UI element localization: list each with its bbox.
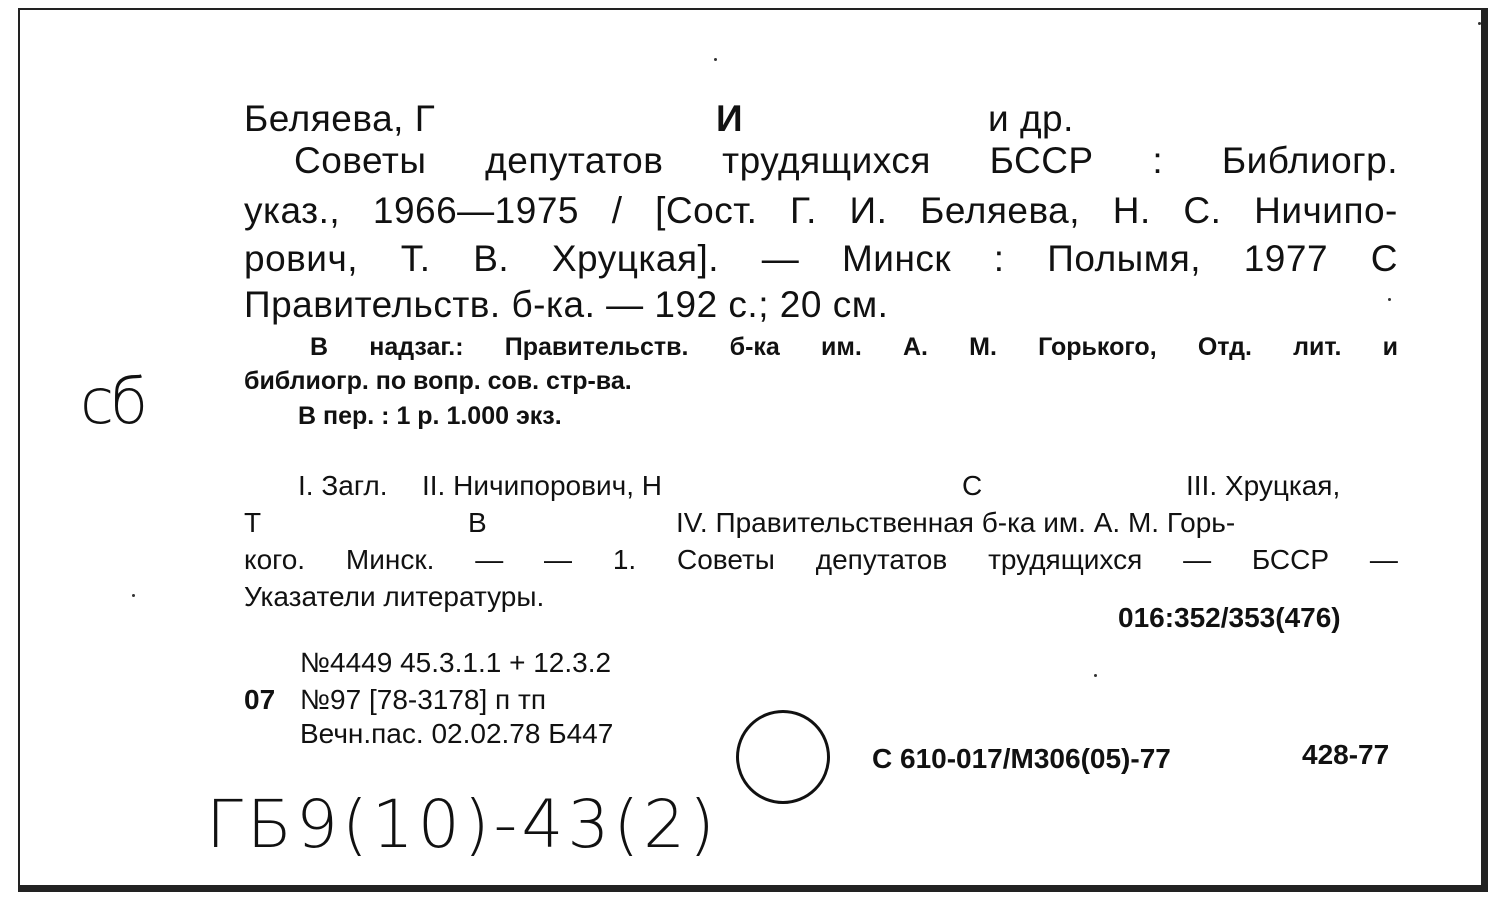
udc-number: 016:352/353(476) <box>1118 602 1341 633</box>
code-line-2-prefix: 07 <box>244 684 276 715</box>
tracing-institution: IV. Правительственная б-ка им. А. М. Горь- <box>676 507 1236 538</box>
stamp-circle <box>736 710 830 804</box>
title-line-4: Правительств. б-ка. — 192 с.; 20 см. <box>244 284 889 325</box>
note-line-2: библиогр. по вопр. сов. стр-ва. <box>244 367 632 395</box>
title-line-2: указ., 1966—1975 / [Сост. Г. И. Беляева, Н. С. Ничипо- <box>244 190 1398 231</box>
catalog-card <box>18 8 1488 892</box>
dust-speck <box>714 58 717 61</box>
note-line-1: В надзаг.: Правительств. б-ка им. А. М. Горького, Отд. лит. и <box>310 333 1398 361</box>
tracing-subject: Указатели литературы. <box>244 581 545 612</box>
title-line-3: рович, Т. В. Хруцкая]. — Минск : Полымя, 1977 С <box>244 238 1398 279</box>
tracing-initial-v: В <box>468 507 487 538</box>
handwritten-margin-mark: сб <box>80 365 145 438</box>
author-etal: и др. <box>988 98 1074 139</box>
tracing-line-3: кого. Минск. — — 1. Советы депутатов трудящихся — БССР — <box>244 544 1398 575</box>
price-note: В пер. : 1 р. 1.000 экз. <box>298 402 562 430</box>
code-line-2: №97 [78-3178] п тп <box>300 684 546 715</box>
tracing-author-2: II. Ничипорович, Н <box>422 470 662 501</box>
dust-speck <box>132 594 135 597</box>
code-line-3: Вечн.пас. 02.02.78 Б447 <box>300 718 614 749</box>
tracing-author-3: III. Хруцкая, <box>1186 470 1341 501</box>
catalog-code: С 610-017/М306(05)-77 <box>872 743 1171 774</box>
catalog-number: 428-77 <box>1302 739 1390 770</box>
tracing-author-2-patronymic: С <box>962 470 983 501</box>
dust-speck <box>1478 22 1481 25</box>
tracing-title: I. Загл. <box>298 470 388 501</box>
dust-speck <box>1388 298 1391 301</box>
title-line-1: Советы депутатов трудящихся БССР : Библиогр. <box>294 140 1398 181</box>
code-line-1: №4449 45.3.1.1 + 12.3.2 <box>300 647 612 678</box>
author-initial: И <box>716 98 744 139</box>
author-name: Беляева, Г <box>244 98 436 139</box>
handwritten-shelf-mark: ГБ9(10)-43(2) <box>206 786 719 863</box>
dust-speck <box>1094 674 1097 677</box>
tracing-initial-t: Т <box>244 507 262 538</box>
